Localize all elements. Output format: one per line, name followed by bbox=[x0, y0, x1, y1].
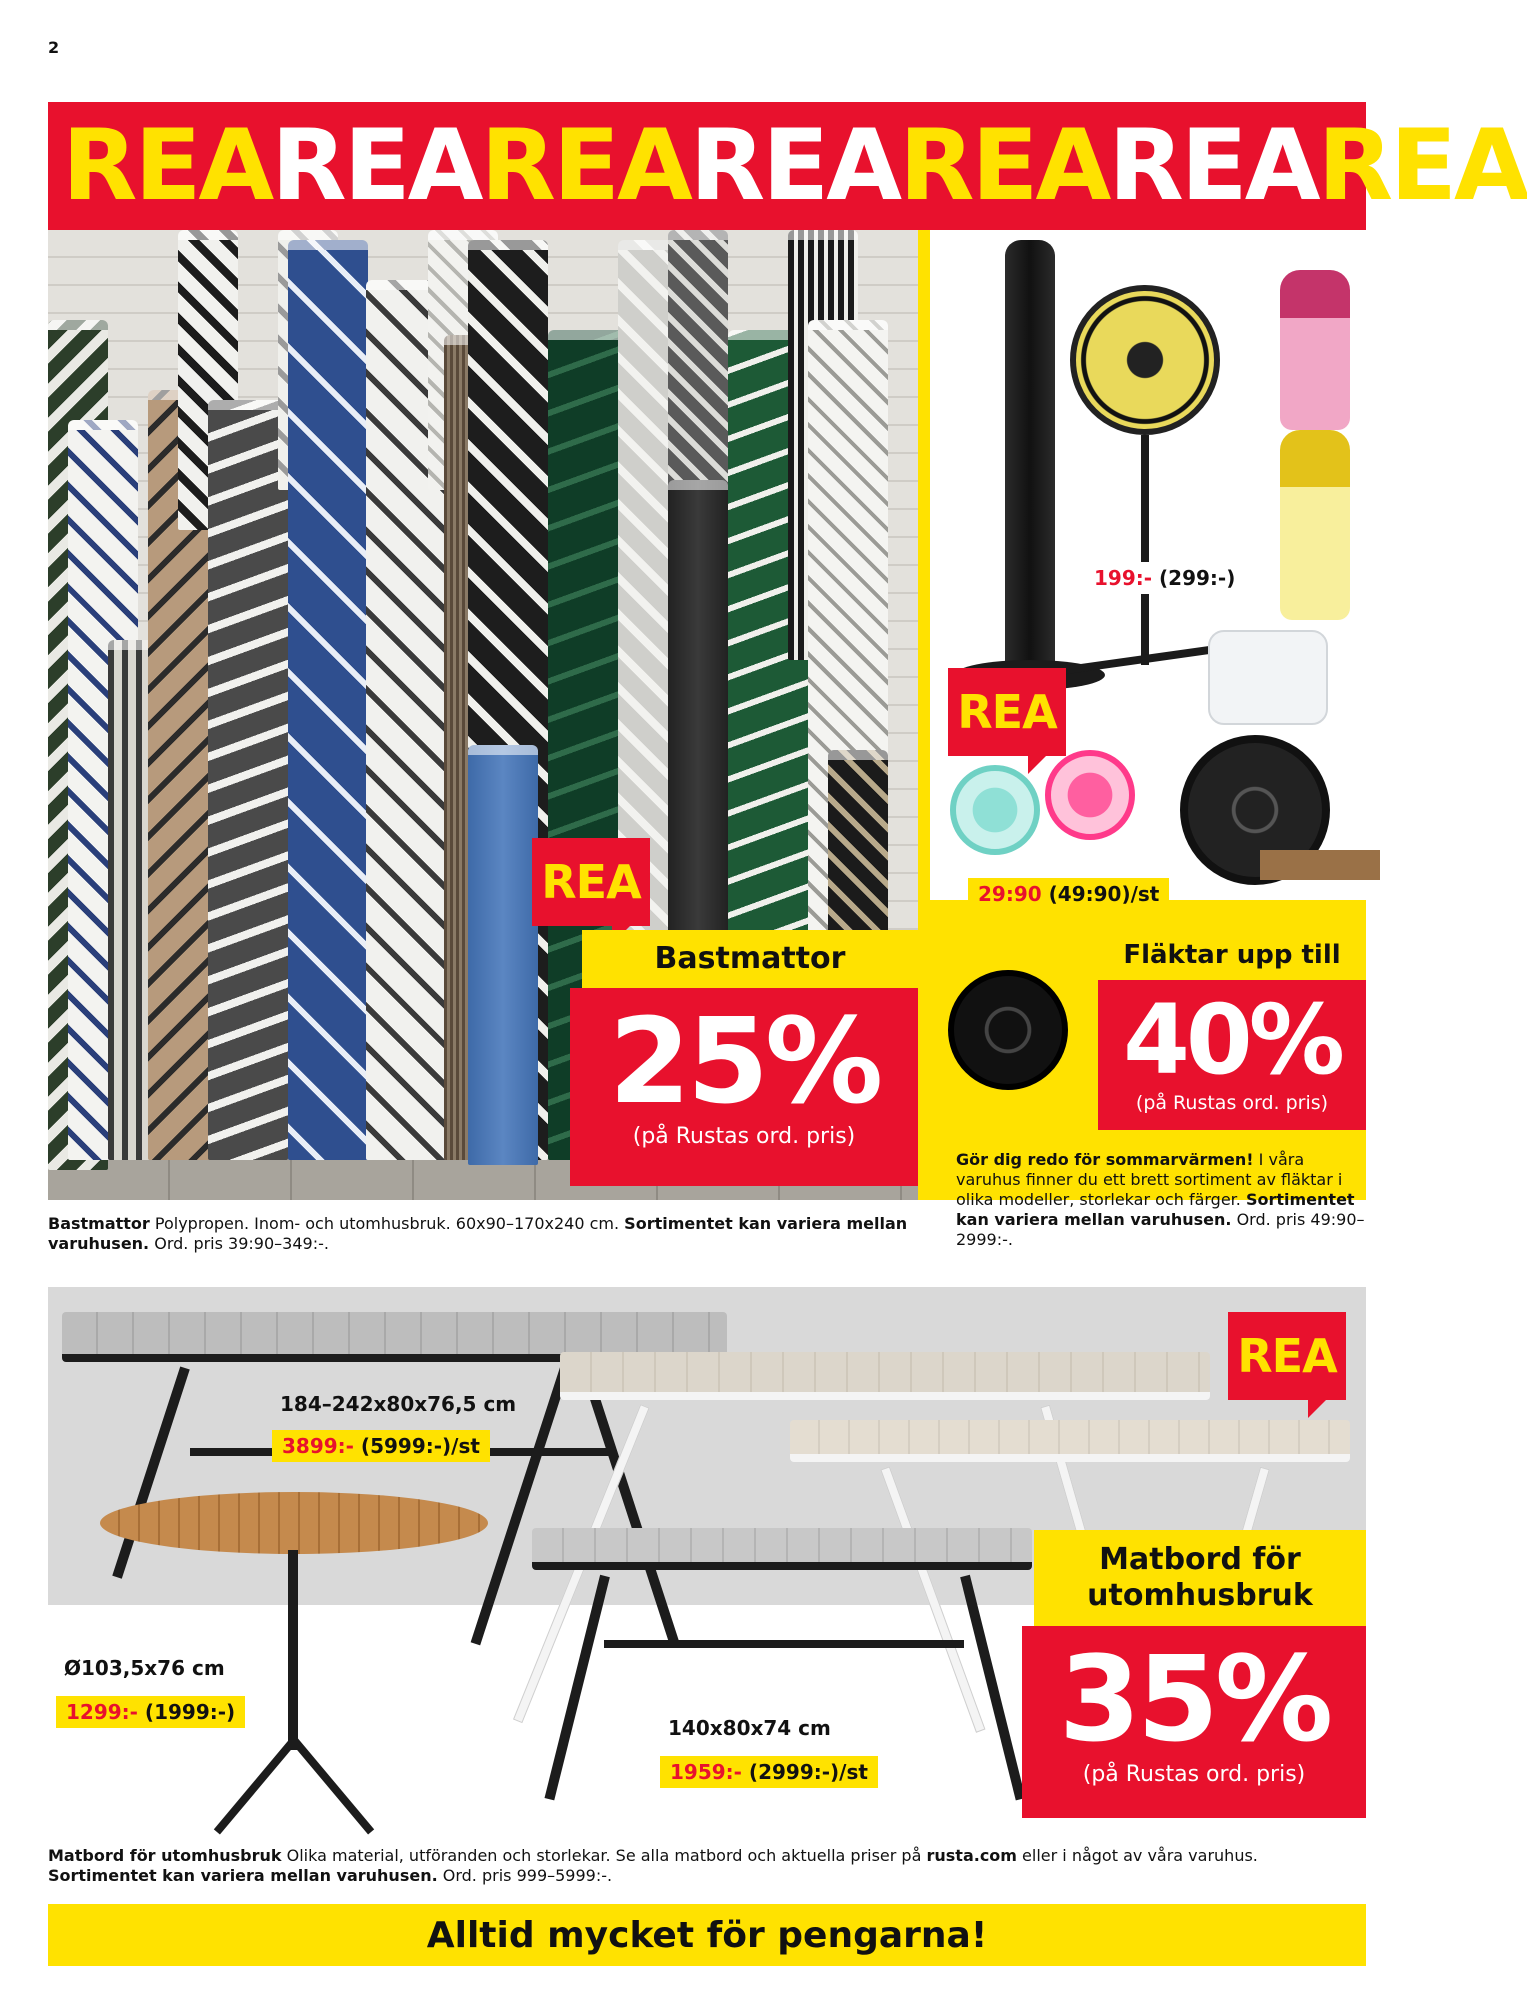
rugs-description bbox=[48, 1214, 908, 1254]
desc-text: Olika material, utföranden och storlekar. Se alla matbord och aktuella priser på bbox=[281, 1846, 927, 1865]
price-was: (5999:-)/st bbox=[353, 1434, 480, 1458]
desc-price: Ord. pris 49:90–2999:-. bbox=[956, 1210, 1365, 1249]
table2-price bbox=[56, 1696, 245, 1728]
fans-discount-note: (på Rustas ord. pris) bbox=[1135, 1092, 1329, 1114]
tables-discount-title bbox=[1034, 1530, 1366, 1626]
price-was: (49:90)/st bbox=[1041, 882, 1160, 906]
fans-discount-value: 40% bbox=[1123, 984, 1341, 1096]
light-table-top bbox=[790, 1420, 1350, 1462]
white-table-top bbox=[560, 1352, 1210, 1400]
price-was: (1999:-) bbox=[137, 1700, 236, 1724]
fans-description bbox=[956, 1150, 1366, 1250]
table2-size: Ø103,5x76 cm bbox=[64, 1656, 225, 1680]
tables-discount-box bbox=[1022, 1626, 1366, 1818]
desc-lead: Gör dig redo för sommarvärmen! bbox=[956, 1150, 1254, 1169]
page-number: 2 bbox=[48, 38, 60, 57]
rea-word: REA bbox=[1317, 109, 1527, 223]
rea-banner bbox=[48, 102, 1527, 230]
desc-price: Ord. pris 39:90–349:-. bbox=[149, 1234, 329, 1253]
stand-fan bbox=[1070, 285, 1220, 435]
rugs-discount-box bbox=[570, 988, 918, 1186]
slogan-bar bbox=[48, 1904, 1366, 1966]
price-now: 29:90 bbox=[978, 882, 1042, 906]
rea-word: REA bbox=[271, 109, 481, 223]
price-now: 199:- bbox=[1094, 566, 1153, 590]
rugs-discount-title: Bastmattor bbox=[582, 930, 918, 988]
rea-badge-text: REA bbox=[1237, 1329, 1337, 1383]
rugs-discount-value: 25% bbox=[608, 992, 880, 1130]
table1-size: 184–242x80x76,5 cm bbox=[280, 1392, 517, 1416]
rea-word: REA bbox=[480, 109, 690, 223]
bench-crossbar bbox=[604, 1640, 964, 1648]
tables-discount-value: 35% bbox=[1058, 1630, 1330, 1768]
rea-word: REA bbox=[689, 109, 900, 223]
table-corner bbox=[1260, 850, 1380, 880]
slogan-text: Alltid mycket för pengarna! bbox=[426, 1914, 988, 1956]
rugs-rea-badge bbox=[532, 838, 650, 926]
price-was: (299:-) bbox=[1152, 566, 1236, 590]
rea-word: REA bbox=[1108, 109, 1318, 223]
tables-description bbox=[48, 1846, 1366, 1886]
desc-name: Bastmattor bbox=[48, 1214, 150, 1233]
desc-price: Ord. pris 999–5999:-. bbox=[437, 1866, 613, 1885]
price-now: 3899:- bbox=[282, 1434, 354, 1458]
table1-price bbox=[272, 1430, 490, 1462]
desc-note: Sortimentet kan variera mellan varuhusen. bbox=[48, 1866, 438, 1885]
tables-rea-badge bbox=[1228, 1312, 1346, 1400]
price-now: 1959:- bbox=[670, 1760, 742, 1784]
rea-badge-text: REA bbox=[957, 685, 1057, 739]
desc-text: I våra varuhus finner du ett brett sortiment av fläktar i olika modeller, storlekar och färger. bbox=[956, 1150, 1343, 1209]
rug-roll bbox=[668, 230, 728, 490]
small-desk-fan bbox=[948, 970, 1068, 1090]
rug-roll bbox=[468, 745, 538, 1165]
air-cooler bbox=[1208, 630, 1328, 725]
rug-roll bbox=[208, 400, 288, 1160]
desc-name: Matbord för utomhusbruk bbox=[48, 1846, 282, 1865]
mini-fan-mint bbox=[950, 765, 1040, 855]
mini-fan-pink bbox=[1045, 750, 1135, 840]
fans-discount-title: Fläktar upp till bbox=[1098, 930, 1366, 980]
fans-rea-badge bbox=[948, 668, 1066, 756]
spray-fan-pink bbox=[1280, 270, 1350, 430]
table3-size: 140x80x74 cm bbox=[668, 1716, 831, 1740]
table3-price bbox=[660, 1756, 878, 1788]
stand-fan-pole bbox=[1141, 435, 1149, 665]
round-table-stem bbox=[288, 1550, 298, 1750]
tables-title-line2: utomhusbruk bbox=[1087, 1578, 1313, 1613]
round-table-top bbox=[100, 1492, 488, 1554]
price-now: 1299:- bbox=[66, 1700, 138, 1724]
desc-site: rusta.com bbox=[926, 1846, 1017, 1865]
tables-title-line1: Matbord för bbox=[1099, 1542, 1301, 1577]
rea-badge-text: REA bbox=[541, 855, 641, 909]
fans-price-tag-1 bbox=[1084, 562, 1245, 594]
desc-note: Sortimentet kan variera mellan varuhusen. bbox=[48, 1214, 908, 1253]
desc-note: Sortimentet kan variera mellan varuhusen. bbox=[956, 1190, 1355, 1229]
desc-text2: eller i något av våra varuhus. bbox=[1016, 1846, 1258, 1865]
bench-top bbox=[532, 1528, 1032, 1570]
desc-text: Polypropen. Inom- och utomhusbruk. 60x90–170x240 cm. bbox=[149, 1214, 625, 1233]
price-was: (2999:-)/st bbox=[741, 1760, 868, 1784]
tower-fan bbox=[1005, 240, 1055, 670]
rug-roll bbox=[288, 240, 368, 1160]
fans-price-tag-2 bbox=[968, 878, 1169, 910]
spray-fan-yellow bbox=[1280, 430, 1350, 620]
rea-word: REA bbox=[899, 109, 1109, 223]
fans-discount-box bbox=[1098, 980, 1366, 1130]
rugs-discount-note: (på Rustas ord. pris) bbox=[632, 1124, 856, 1149]
tables-discount-note: (på Rustas ord. pris) bbox=[1082, 1762, 1306, 1787]
rea-word: REA bbox=[62, 109, 272, 223]
